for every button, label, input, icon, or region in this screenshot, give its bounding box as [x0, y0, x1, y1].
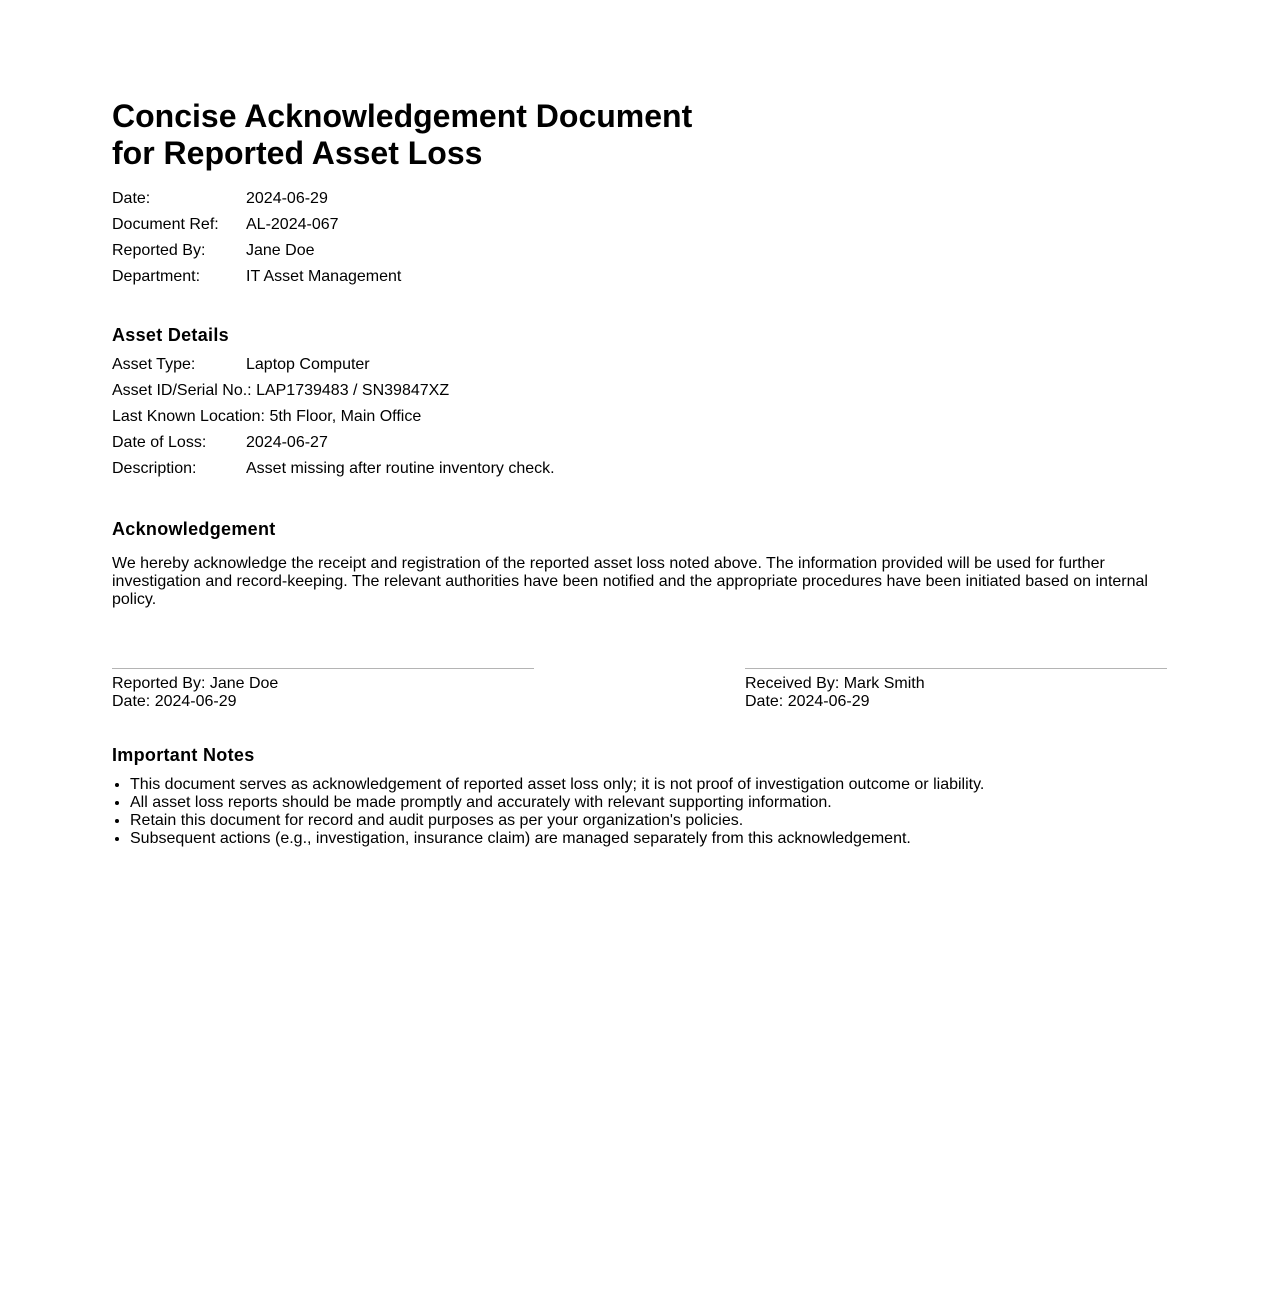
document-title-line-2: for Reported Asset Loss	[112, 135, 483, 171]
reporter-signature-block	[112, 668, 534, 711]
asset-row-date-of-loss	[112, 434, 1166, 460]
asset-label: Description:	[112, 460, 197, 477]
document-title	[112, 98, 1166, 172]
meta-label: Reported By:	[112, 242, 206, 259]
asset-row-location	[112, 408, 1166, 434]
document-title-line-1: Concise Acknowledgement Document	[112, 98, 693, 134]
asset-details	[112, 356, 1166, 486]
asset-label: Asset ID/Serial No.:	[112, 382, 252, 399]
asset-label: Asset Type:	[112, 356, 196, 373]
meta-value: AL-2024-067	[246, 216, 339, 233]
asset-row-id-serial	[112, 382, 1166, 408]
meta-label: Department:	[112, 268, 201, 285]
acknowledgement-heading: Acknowledgement	[112, 519, 276, 539]
note-item: • All asset loss reports should be made promptly and accurately with relevant supporting information.	[130, 794, 1166, 812]
asset-value: Laptop Computer	[246, 356, 370, 373]
asset-value: 5th Floor, Main Office	[269, 408, 422, 425]
meta-label: Document Ref:	[112, 216, 219, 233]
asset-details-heading: Asset Details	[112, 325, 229, 345]
receiver-date: Date: 2024-06-29	[745, 693, 870, 710]
meta-label: Date:	[112, 190, 151, 207]
reporter-name: Reported By: Jane Doe	[112, 675, 279, 692]
asset-row-type	[112, 356, 1166, 382]
important-notes-heading: Important Notes	[112, 745, 255, 765]
asset-value: Asset missing after routine inventory check.	[246, 460, 555, 477]
receiver-signature-block	[745, 668, 1167, 711]
reporter-date: Date: 2024-06-29	[112, 693, 237, 710]
asset-label: Date of Loss:	[112, 434, 207, 451]
document-page	[112, 98, 1166, 848]
meta-value: 2024-06-29	[246, 190, 328, 207]
note-item: • Retain this document for record and audit purposes as per your organization's policies.	[130, 812, 1166, 830]
meta-value: Jane Doe	[246, 242, 315, 259]
note-item: • Subsequent actions (e.g., investigation, insurance claim) are managed separately from this acknowledgement.	[130, 830, 1166, 848]
note-item: • This document serves as acknowledgement of reported asset loss only; it is not proof of investigation outcome or liability.	[130, 776, 1166, 794]
acknowledgement-text: We hereby acknowledge the receipt and registration of the reported asset loss noted above. The information provided will be used for further investigation and record-keeping. The relevant authorities have been notified and the appropriate procedures have been initiated based on internal policy.	[112, 555, 1148, 608]
asset-row-description	[112, 460, 1166, 486]
receiver-name: Received By: Mark Smith	[745, 675, 925, 692]
document-meta	[112, 190, 1166, 294]
important-notes-list	[112, 776, 1166, 848]
asset-value: 2024-06-27	[246, 434, 328, 451]
meta-value: IT Asset Management	[246, 268, 402, 285]
meta-row-department	[112, 268, 1166, 294]
asset-value: LAP1739483 / SN39847XZ	[256, 382, 450, 399]
signature-section	[112, 668, 1166, 712]
meta-row-reported-by	[112, 242, 1166, 268]
meta-row-date	[112, 190, 1166, 216]
asset-label: Last Known Location:	[112, 408, 265, 425]
meta-row-document-ref	[112, 216, 1166, 242]
